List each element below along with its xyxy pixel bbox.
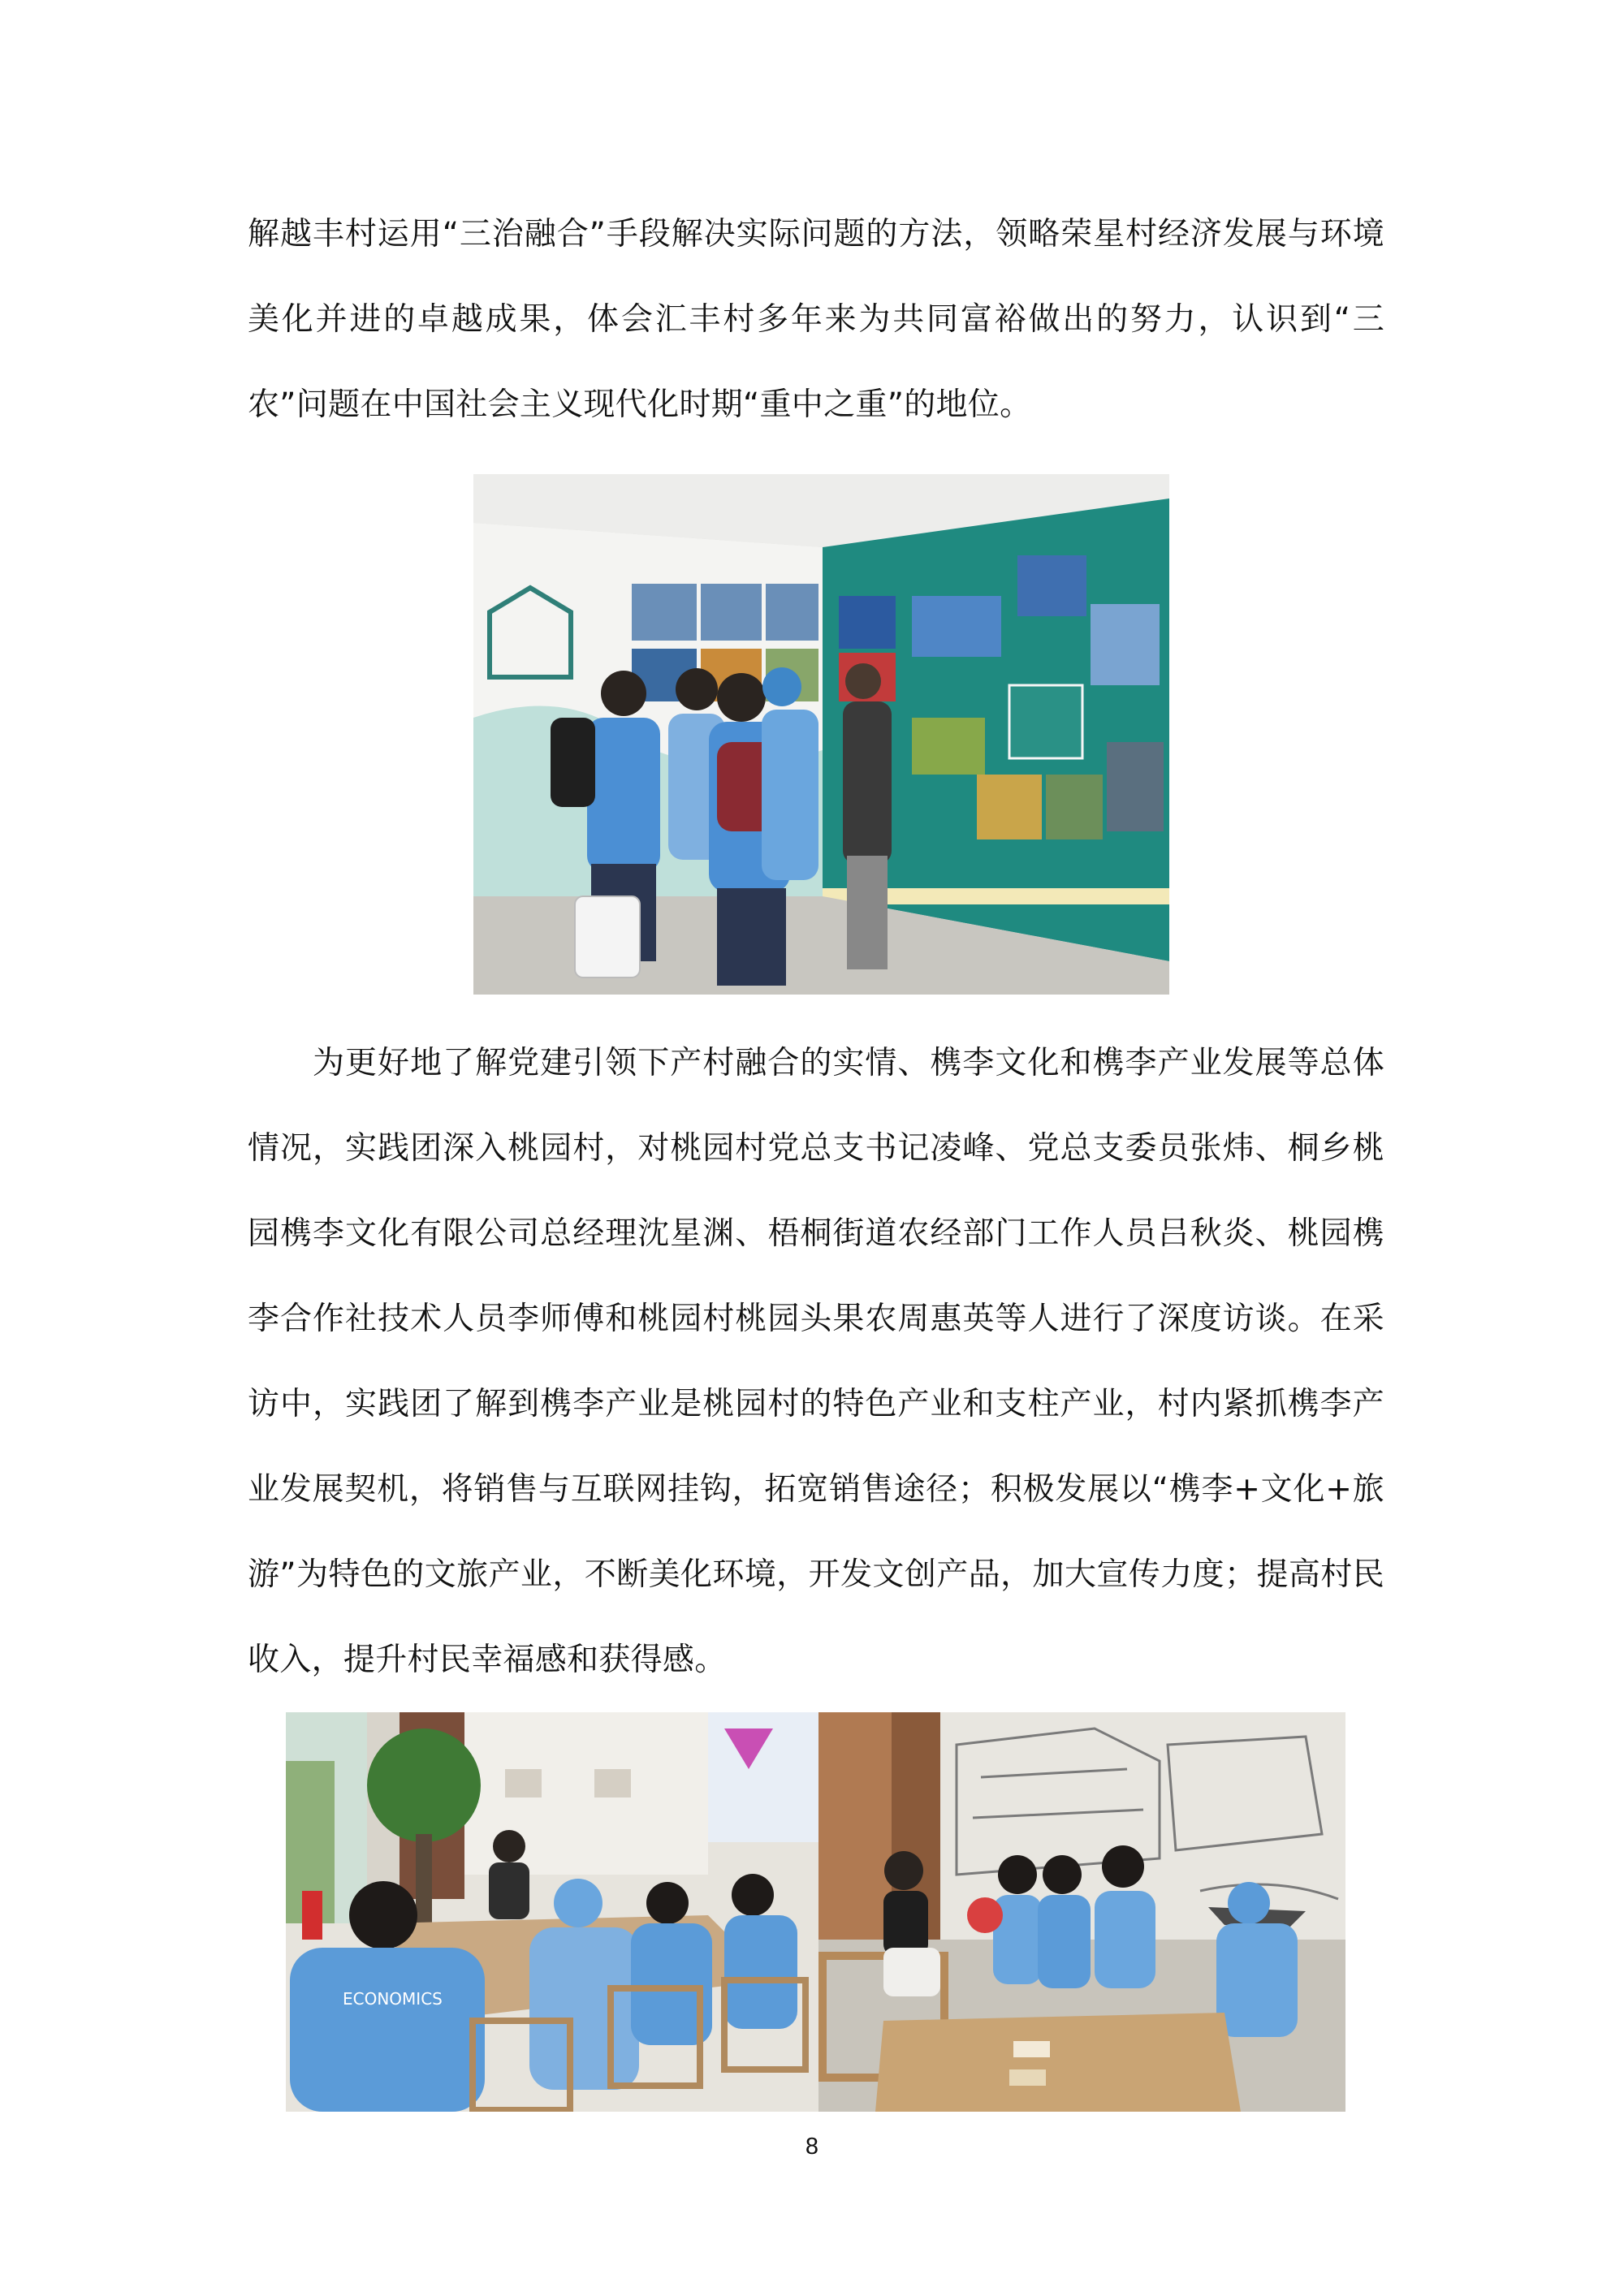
photo-meeting-room <box>286 1712 818 2112</box>
paragraph-intro-continuation: 解越丰村运用“三治融合”手段解决实际问题的方法，领略荣星村经济发展与环境美化并进的卓越成果，体会汇丰村多年来为共同富裕做出的努力，认识到“三农”问题在中国社会主义现代化时期“重中之重”的地位。 <box>248 216 1384 423</box>
paragraph-taoyuan-interview: 为更好地了解党建引领下产村融合的实情、槜李文化和槜李产业发展等总体情况，实践团深入桃园村，对桃园村党总支书记凌峰、党总支委员张炜、桐乡桃园槜李文化有限公司总经理沈星渊、梧桐街道农经部门工作人员吕秋炎、桃园槜李合作社技术人员李师傅和桃园村桃园头果农周惠英等人进行了深度访谈。在采访中，实践团了解到槜李产业是桃园村的特色产业和支柱产业，村内紧抓槜李产业发展契机，将销售与互联网挂钩，拓宽销售途径；积极发展以“槜李+文化+旅游”为特色的文旅产业，不断美化环境，开发文创产品，加大宣传力度；提高村民收入，提升村民幸福感和获得感。 <box>248 1045 1384 1678</box>
photo-tea-room <box>818 1712 1345 2112</box>
page-number: 8 <box>805 2134 819 2160</box>
photo-exhibition-hall <box>473 474 1169 995</box>
shirt-text: ECONOMICS <box>343 1989 443 2009</box>
